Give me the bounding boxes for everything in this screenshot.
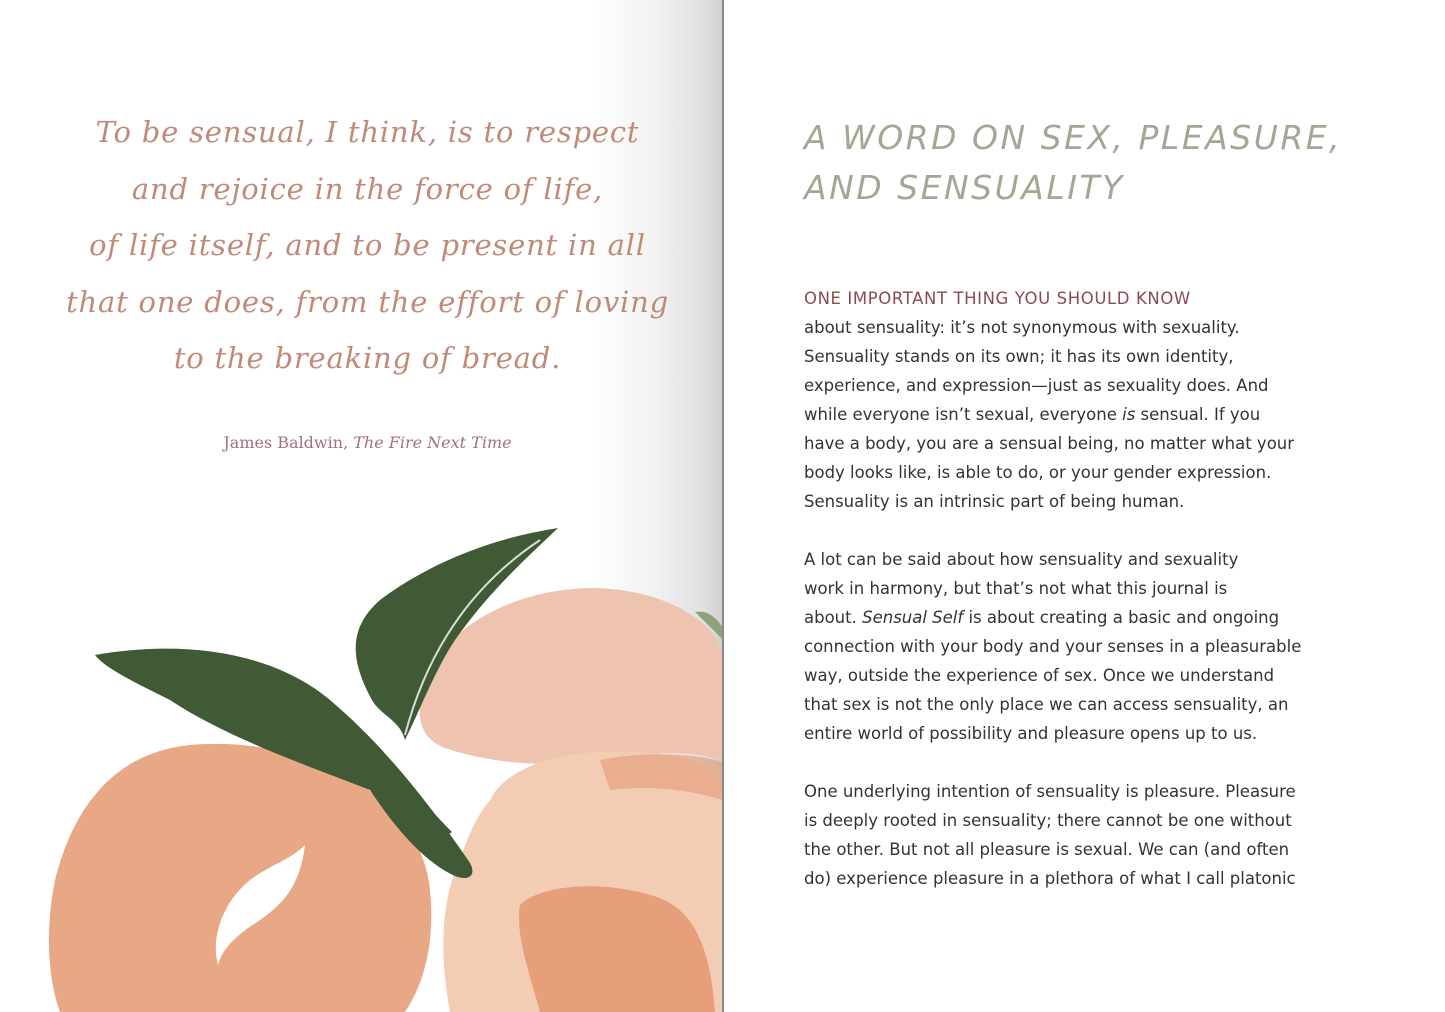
title-line: A WORD ON SEX, PLEASURE, <box>804 118 1343 157</box>
paragraph-3-line: One underlying intention of sensuality is pleasure. Pleasure <box>804 782 1296 801</box>
text-run: sensual. If you <box>1135 405 1261 424</box>
paragraph-1-line: Sensuality is an intrinsic part of being human. <box>804 492 1185 511</box>
lead-in: ONE IMPORTANT THING YOU SHOULD KNOW <box>804 289 1191 308</box>
quote-line: To be sensual, I think, is to respect <box>95 115 640 149</box>
quote-line: and rejoice in the force of life, <box>131 171 604 206</box>
paragraph-2-line: way, outside the experience of sex. Once we understand <box>804 666 1275 685</box>
paragraph-1-line: have a body, you are a sensual being, no matter what your <box>804 434 1295 453</box>
chapter-title <box>804 113 1424 213</box>
paragraph-1-line: body looks like, is able to do, or your gender expression. <box>804 463 1272 482</box>
body-text <box>804 284 1429 893</box>
paragraph-3-line: is deeply rooted in sensuality; there cannot be one without <box>804 811 1292 830</box>
title-line: AND SENSUALITY <box>804 168 1125 207</box>
paragraph-3-line: the other. But not all pleasure is sexual. We can (and often <box>804 840 1290 859</box>
paragraph-2-line <box>804 603 1429 632</box>
paragraph-gap <box>804 748 1429 777</box>
quote-line: to the breaking of bread. <box>173 341 562 375</box>
attribution-work: The Fire Next Time <box>353 433 512 452</box>
book-title-emphasis: Sensual Self <box>862 608 964 627</box>
paragraph-1-line <box>804 400 1429 429</box>
text-run: while everyone isn’t sexual, everyone <box>804 405 1123 424</box>
text-run: is about creating a basic and ongoing <box>963 608 1280 627</box>
right-page <box>724 0 1445 1012</box>
emphasis: is <box>1122 405 1136 424</box>
paragraph-1-line: about sensuality: it’s not synonymous with sexuality. <box>804 318 1240 337</box>
quote-line: that one does, from the effort of loving <box>66 284 669 319</box>
paragraph-1-line: Sensuality stands on its own; it has its own identity, <box>804 347 1234 366</box>
paragraph-2-line: entire world of possibility and pleasure opens up to us. <box>804 724 1258 743</box>
paragraph-2-line: work in harmony, but that’s not what this journal is <box>804 579 1228 598</box>
text-run: about. <box>804 608 863 627</box>
paragraph-2-line: that sex is not the only place we can access sensuality, an <box>804 695 1289 714</box>
paragraph-gap <box>804 516 1429 545</box>
paragraph-2-line: connection with your body and your senses in a pleasurable <box>804 637 1302 656</box>
paragraph-1-line: experience, and expression—just as sexuality does. And <box>804 376 1269 395</box>
paragraph-3-line: do) experience pleasure in a plethora of what I call platonic <box>804 869 1296 888</box>
quote-line: of life itself, and to be present in all <box>89 228 646 262</box>
attribution-author: James Baldwin, <box>223 433 354 452</box>
paragraph-2-line: A lot can be said about how sensuality and sexuality <box>804 550 1239 569</box>
